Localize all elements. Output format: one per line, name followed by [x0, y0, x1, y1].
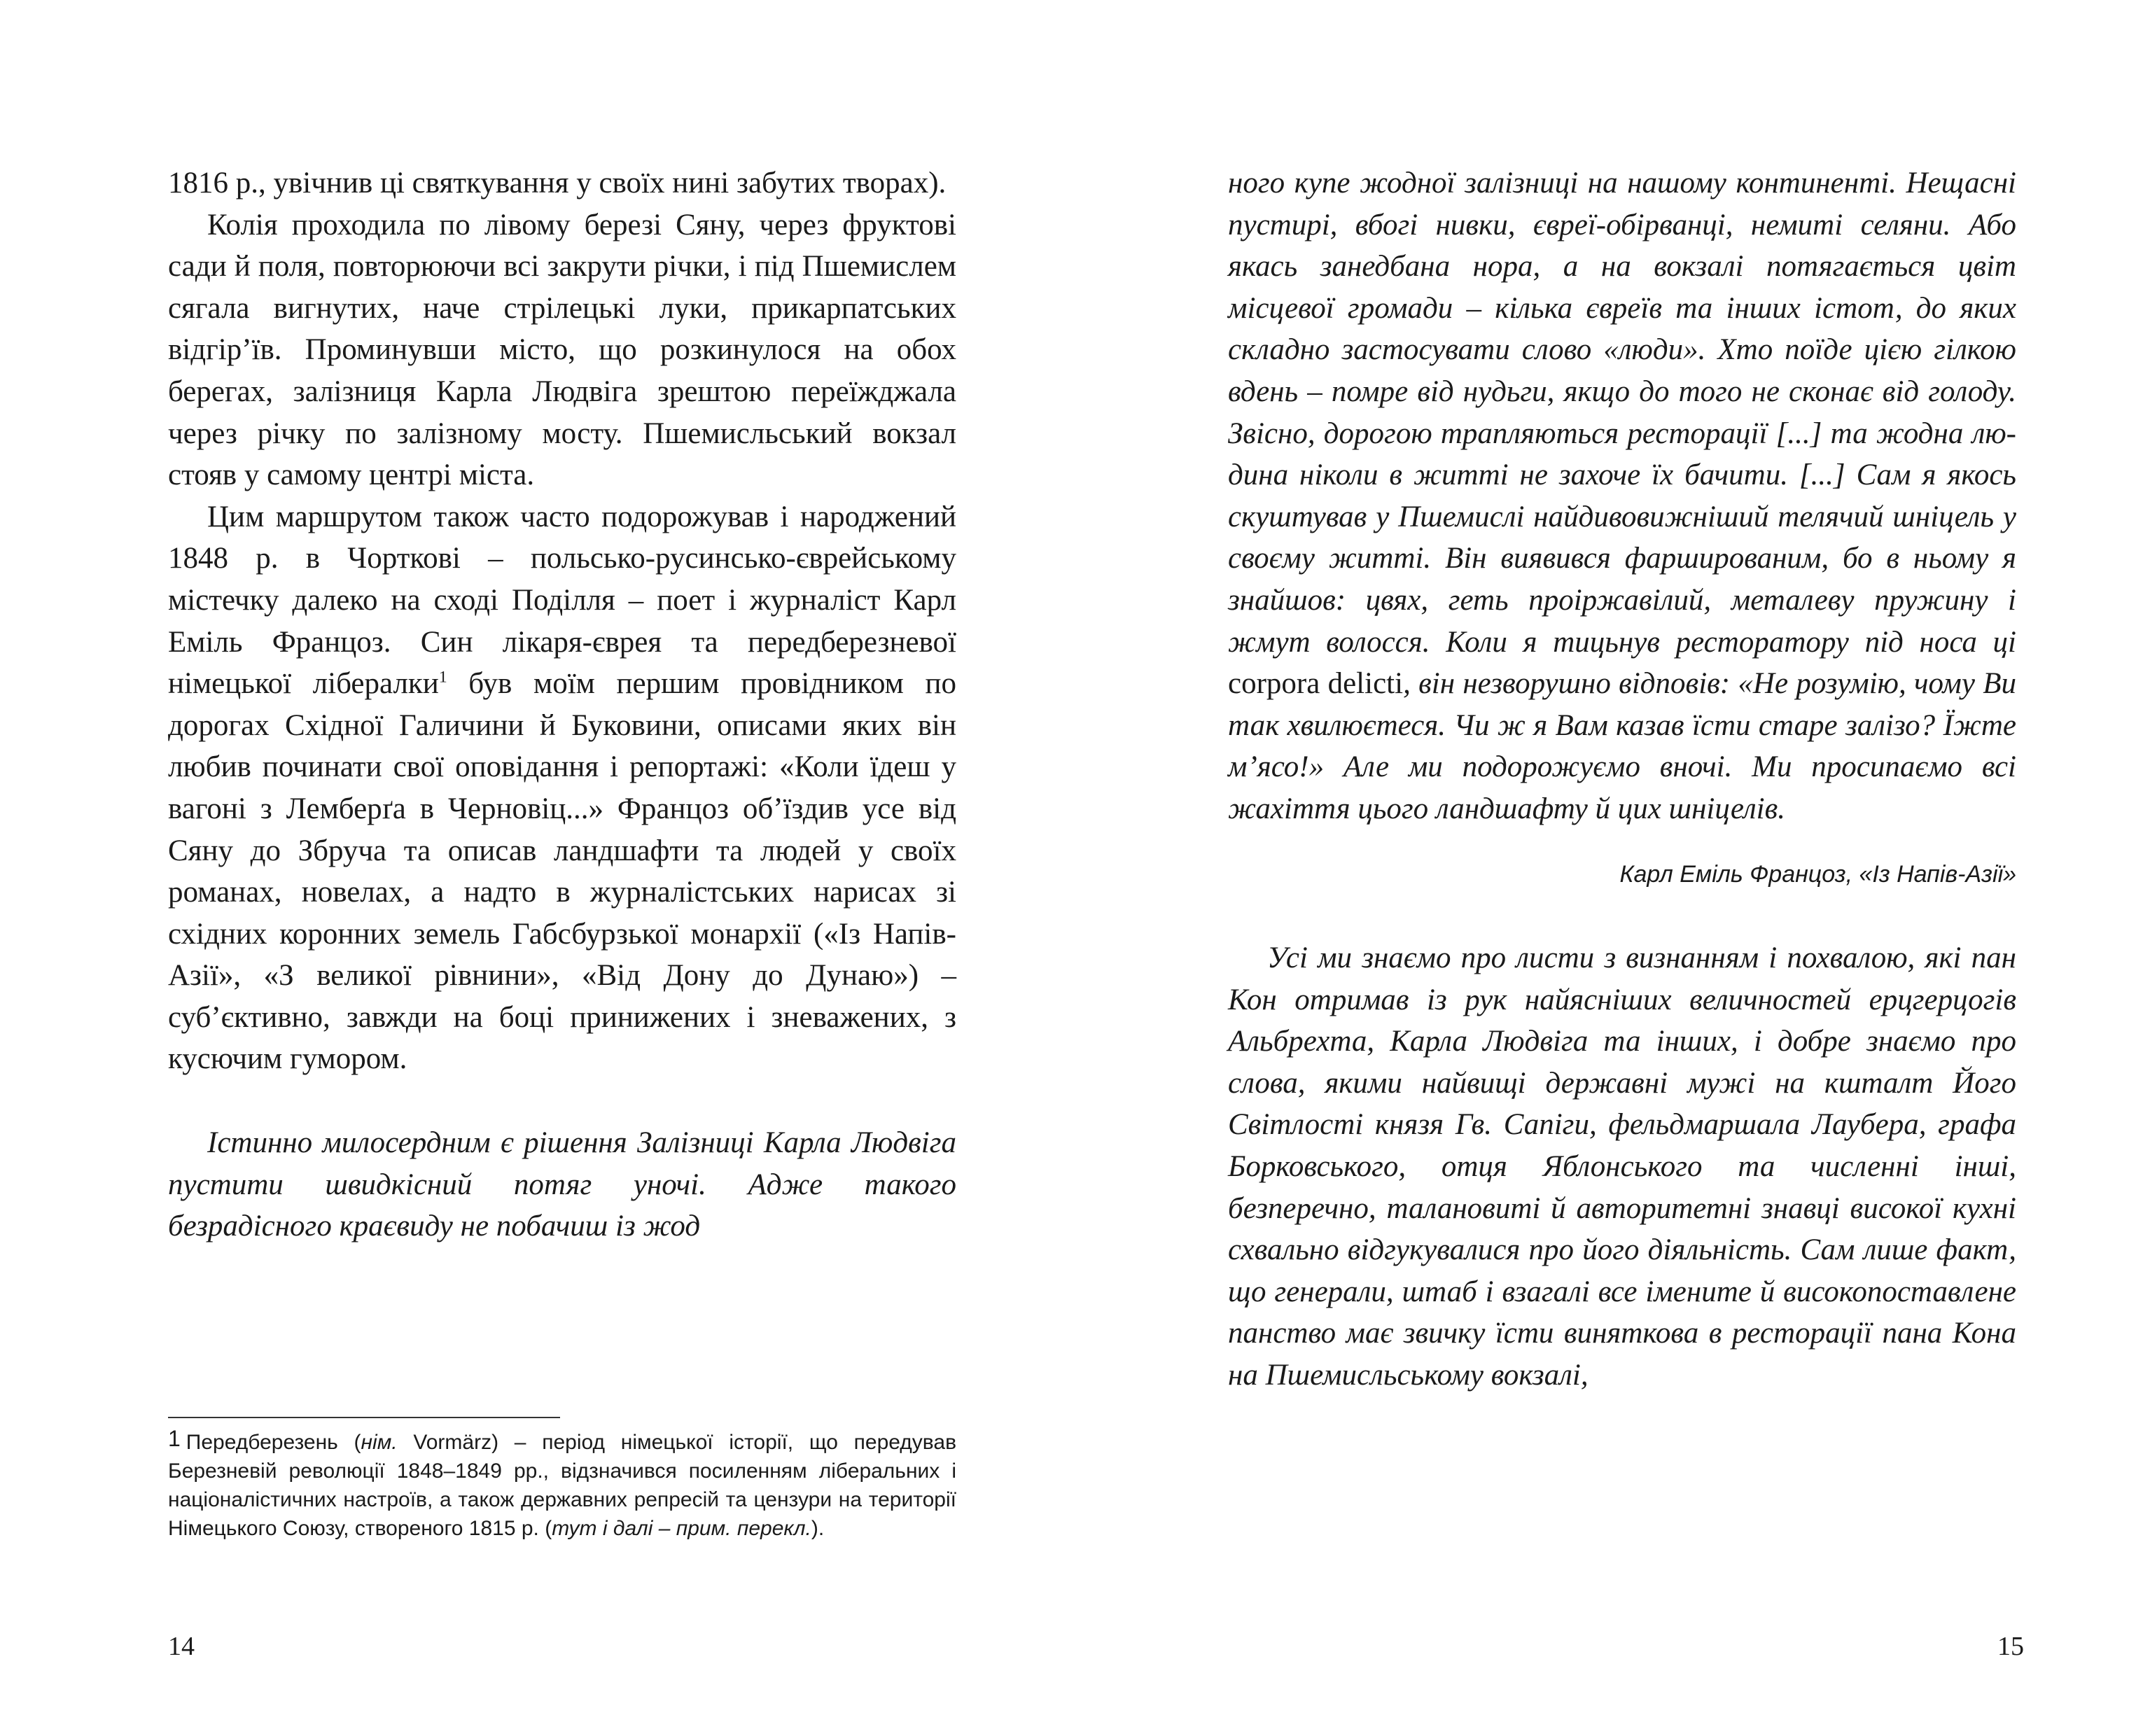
paragraph-franzos-end: був моїм першим провідником по дорогах Східної Галичини й Буковини, описами яких він любив починати свої оповідання і репортажі: «Коли їдеш у вагоні з Лемберґа в Черновіц...» Францоз об’їздив усе від Сяну до Збруча та описав ландшафти та людей у своїх романах, новелах, а надто в журналістських нарисах зі східних коронних земель Габсбурзької монархії («Із Напів-Азії», «З великої рівнини», «Від Дону до Дунаю») – суб’єктивно, завжди на боці принижених і зневажених, з кусючим гумором.	[168, 667, 956, 1076]
page-number-right: 15	[1997, 1632, 2024, 1661]
footnote-text-end: ).	[811, 1517, 825, 1540]
paragraph-continuation: 1816 р., увічнив ці святкування у своїх нині забутих творах).	[168, 167, 947, 200]
quote-continuation	[1228, 162, 2016, 830]
paragraph-railway-route: Колія проходила по лівому березі Сяну, через фруктові сади й поля, повторюючи всі закрути річки, і під Пшемислем сягала вигнутих, наче стрілецькі луки, прикарпатських відгір’їв. Проминувши місто, що розкинулося на обох берегах, залізниця Карла Людвіга зрештою переїжджала через річку по залізному мосту. Пшемисльський вокзал стояв у самому центрі міста.	[168, 208, 956, 492]
footnote-italic-note: тут і далі – прим. перекл.	[552, 1517, 811, 1540]
left-text-column	[168, 162, 956, 1247]
footnote-italic-abbrev: нім.	[361, 1431, 398, 1454]
page-number-left: 14	[168, 1632, 195, 1661]
footnote-divider	[168, 1417, 560, 1418]
quote-continuation-part2: , він незворушно відповів: «Не розумію, чому Ви так хвилюєтеся. Чи ж я Вам казав їсти старе залізо? Їжте м’ясо!» Але ми подорожуємо вночі. Ми просипаємо всі жахіття цього ландшафту й цих шніцелів.	[1228, 667, 2016, 825]
footnote-reference[interactable]: 1	[438, 668, 447, 687]
corpora-delicti: corpora delicti	[1228, 667, 1404, 701]
quote-attribution: Карл Еміль Францоз, «Із Напів-Азії»	[1619, 860, 2016, 888]
right-page	[1075, 0, 2150, 1736]
footnote	[168, 1428, 956, 1543]
quote-start: Істинно милосердним є рішення Залізниці Карла Людвіга пустити швидкісний потяг уночі. Адже такого безрадісного краєвиду не побачиш із жод	[168, 1126, 956, 1243]
footnote-text-middle: Vormärz) – період німецької історії, що передував Березневій революції 1848–1849 рр., відзначився посиленням ліберальних і націоналістичних настроїв, а також державних репресій та цензури на території Німецького Союзу, створеного 1815 р. (	[168, 1431, 957, 1540]
paragraph-franzos	[168, 496, 956, 1080]
quote-continuation-part1: ного купе жодної залізниці на нашому континенті. Нещасні пустирі, вбогі нивки, євреї-обірванці, немиті селяни. Або якась занедбана нора, а на вокзалі потягається цвіт місцевої громади – кілька євреїв та інших істот, до яких складно застосувати слово «люди». Хто поїде цією гілкою вдень – помре від нудьги, якщо до того не сконає від голоду. Звісно, дорогою трапляються ресторації [...] та жодна людина ніколи в житті не захоче їх бачити. [...] Сам я якось скуштував у Пшемислі найдивовижніший телячий шніцель у своєму житті. Він виявився фаршированим, бо в ньому я знайшов: цвях, геть проіржавілий, металеву пружину і жмут волосся. Коли я тицьнув ресторатору під носа ці	[1228, 167, 2016, 659]
right-text-column	[1228, 162, 2016, 1396]
paragraph-kohn-letters: Усі ми знаємо про листи з визнанням і похвалою, які пан Кон отримав із рук найясніших величностей ерцгерцогів Альбрехта, Карла Людвіга та інших, і добре знаємо про слова, якими найвищі державні мужі на кшталт Його Світлості князя Гв. Сапіги, фельдмаршала Лаубера, графа Борковського, отця Яблонського та численні інші, безперечно, талановиті й авторитетні знавці високої кухні схвально відгукувалися про його діяльність. Сам лише факт, що генерали, штаб і взагалі все імените й високопоставлене панство має звичку їсти виняткова в ресторації пана Кона на Пшемисльському вокзалі,	[1228, 941, 2016, 1392]
footnote-number: 1	[168, 1426, 181, 1451]
paragraph-franzos-start: Цим маршрутом також часто подорожував і народжений 1848 р. в Чорткові – польсько-русинсько-єврейському містечку далеко на сході Поділля – поет і журналіст Карл Еміль Францоз. Син лікаря-єврея та передберезневої німецької лібералки	[168, 500, 956, 701]
footnote-text-start: Передберезень (	[186, 1431, 361, 1454]
